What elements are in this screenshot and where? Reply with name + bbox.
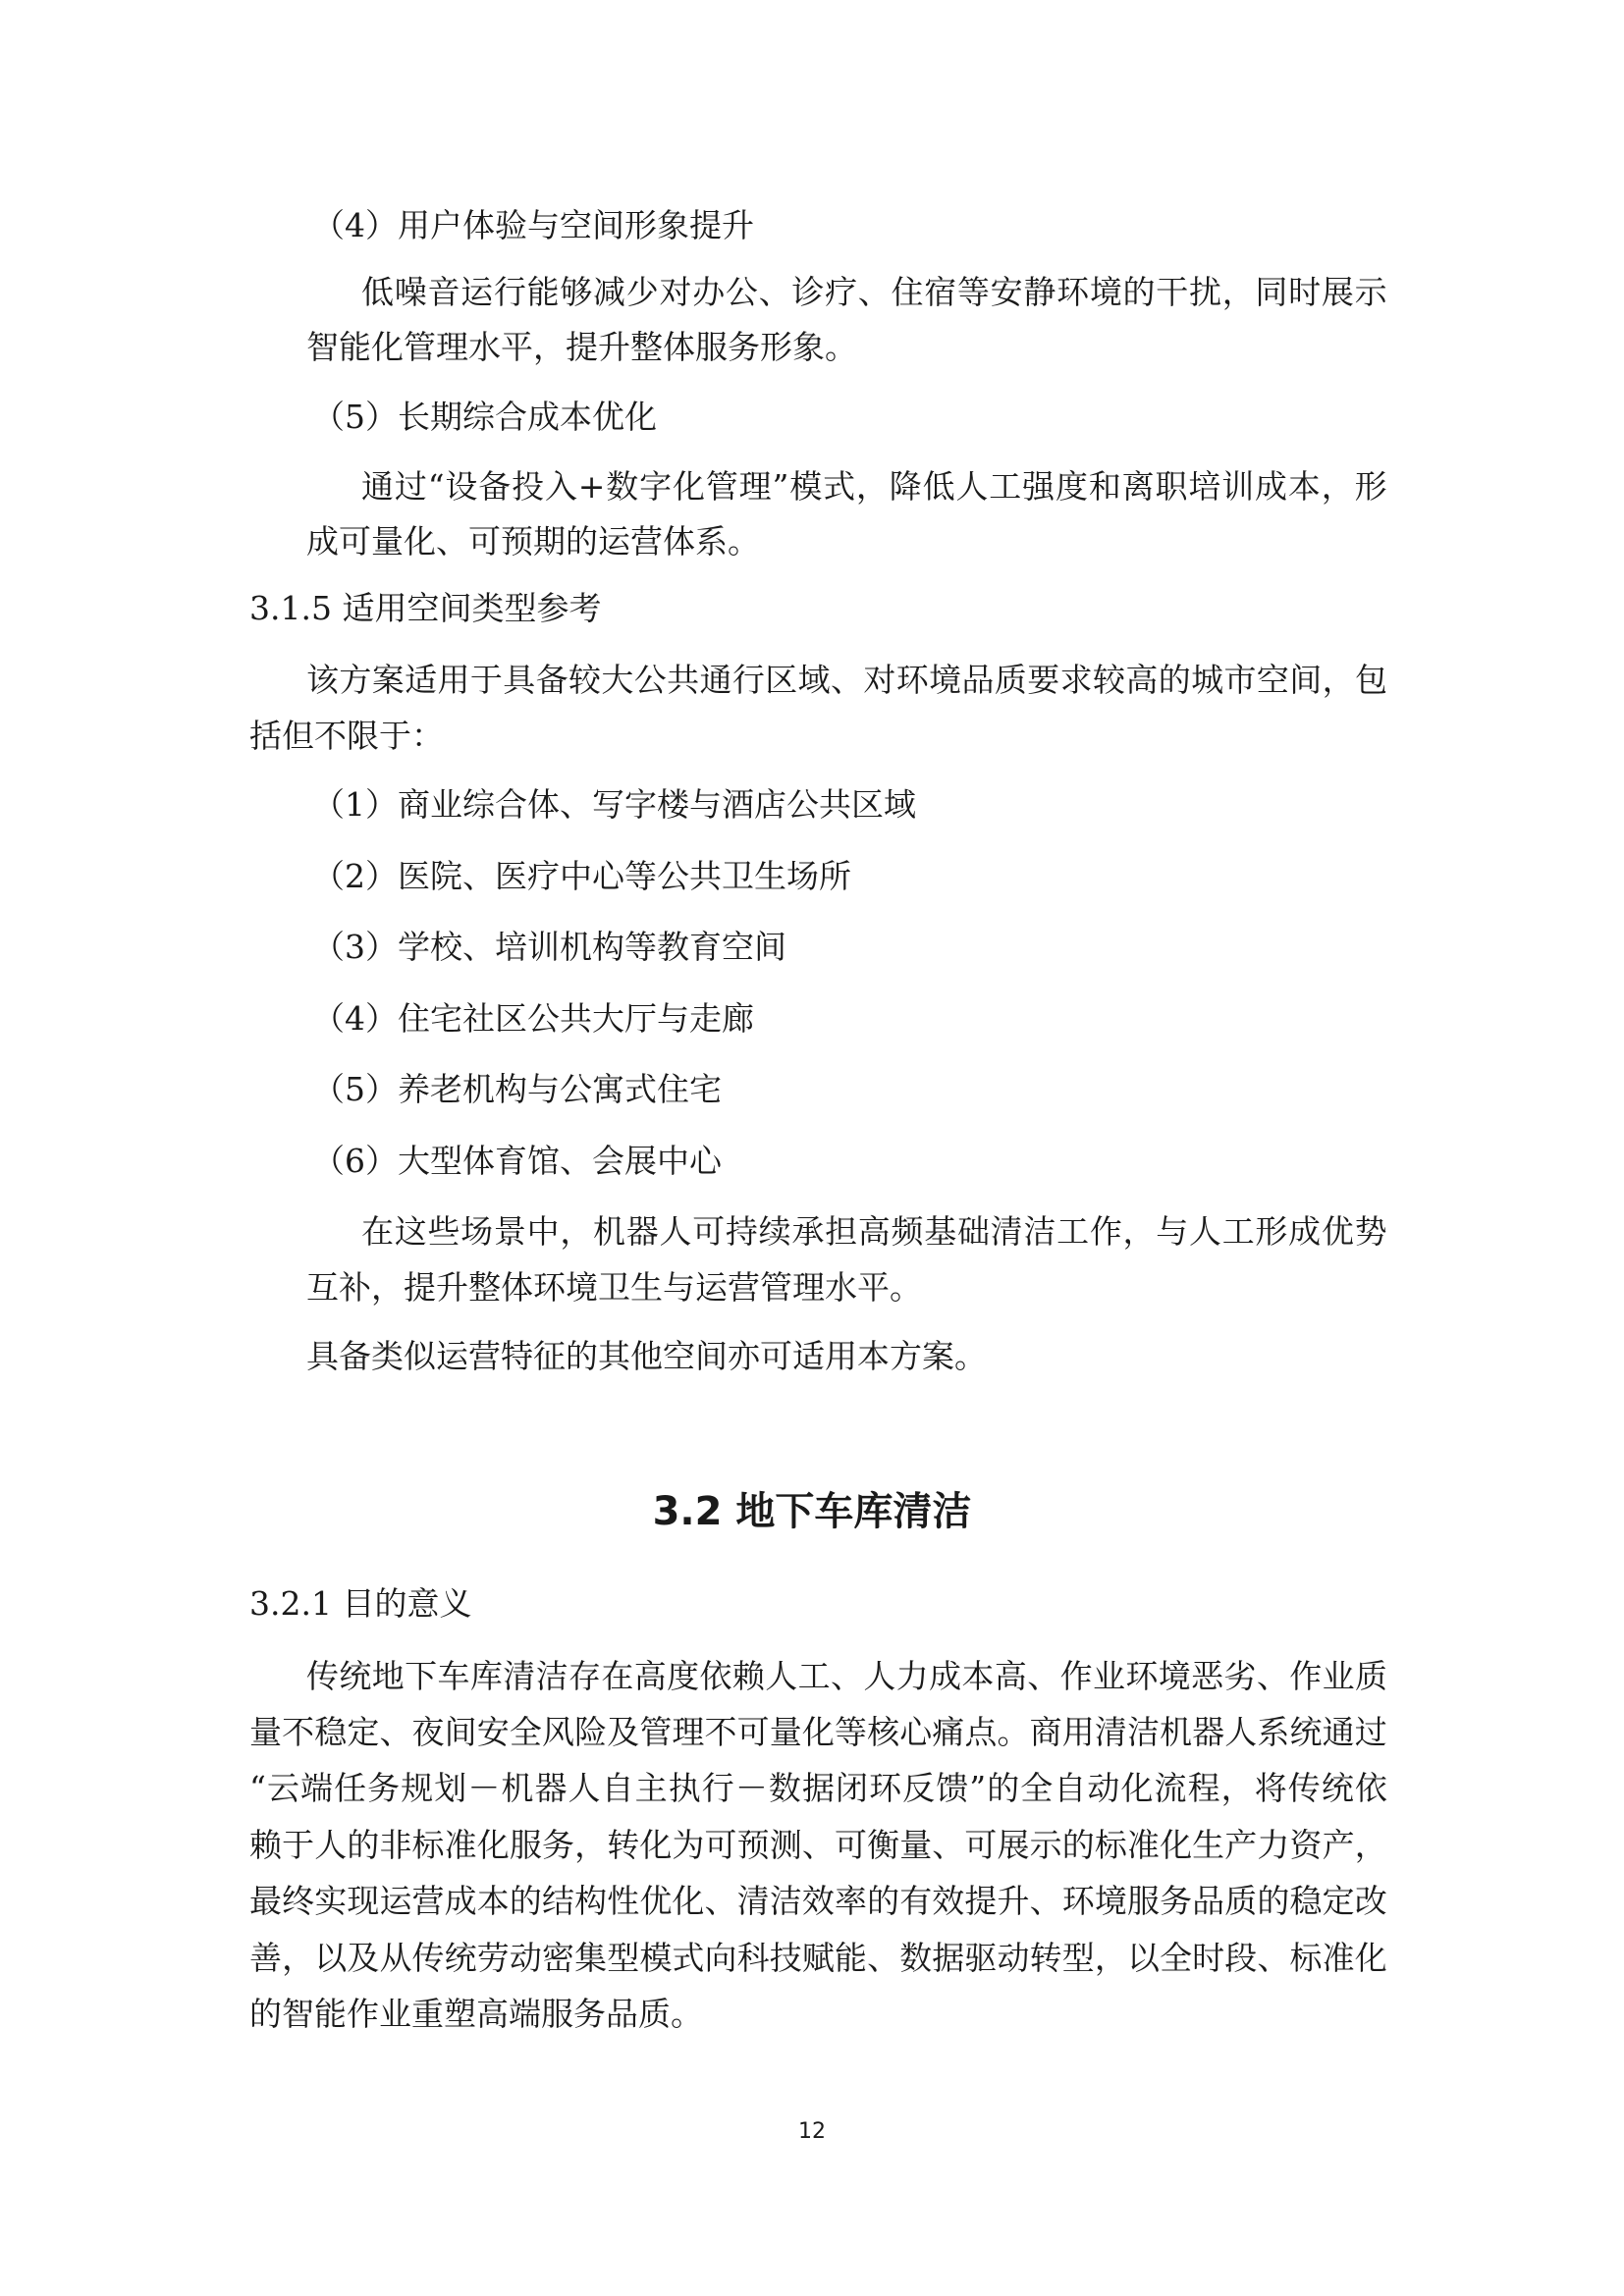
page-number: 12	[798, 2119, 826, 2144]
space-type-list-item: （1）商业综合体、写字楼与酒店公共区域	[312, 785, 916, 824]
space-type-list-item: （4）住宅社区公共大厅与走廊	[312, 999, 754, 1038]
section-3-1-5-summary-line-1: 在 这 些 场 景 中 ， 机 器 人 可 持 续 承 担 高 频 基 础 清 洁 工 作 ， 与 人 工 形 成 优 势	[361, 1212, 1387, 1251]
item-4-body-line-2: 智能化管理水平，提升整体服务形象。	[306, 328, 857, 366]
section-3-2-1-body-line: 赖 于 人 的 非 标 准 化 服 务 ， 转 化 为 可 预 测 、 可 衡 量 、 可 展 示 的 标 准 化 生 产 力 资 产 ，	[249, 1826, 1387, 1864]
item-4-body-line-1: 低 噪 音 运 行 能 够 减 少 对 办 公 、 诊 疗 、 住 宿 等 安 静 环 境 的 干 扰 ， 同 时 展 示	[361, 273, 1387, 311]
space-type-list-item: （5）养老机构与公寓式住宅	[312, 1070, 722, 1108]
section-3-2-1-body-line: 量 不 稳 定 、 夜 间 安 全 风 险 及 管 理 不 可 量 化 等 核 心 痛 点 。 商 用 清 洁 机 器 人 系 统 通 过	[249, 1713, 1387, 1751]
section-3-2-title: 3.2 地下车库清洁	[652, 1489, 972, 1534]
item-4-title: （4）用户体验与空间形象提升	[312, 206, 754, 244]
section-3-2-1-body-line: 传 统 地 下 车 库 清 洁 存 在 高 度 依 赖 人 工 、 人 力 成 本 高 、 作 业 环 境 恶 劣 、 作 业 质	[306, 1657, 1387, 1695]
section-3-1-5-intro-line-2: 括但不限于：	[249, 717, 444, 755]
section-3-1-5-heading: 3.1.5 适用空间类型参考	[249, 589, 602, 627]
item-5-body-line-1: 通 过 “ 设 备 投 入 + 数 字 化 管 理 ” 模 式 ， 降 低 人 工 强 度 和 离 职 培 训 成 本 ， 形	[361, 467, 1387, 506]
section-3-2-1-heading: 3.2.1 目的意义	[249, 1584, 472, 1623]
section-3-1-5-summary-line-2: 互补，提升整体环境卫生与运营管理水平。	[306, 1268, 922, 1307]
section-3-2-1-body-line: 最 终 实 现 运 营 成 本 的 结 构 性 优 化 、 清 洁 效 率 的 有 效 提 升 、 环 境 服 务 品 质 的 稳 定 改	[249, 1882, 1387, 1920]
item-5-title: （5）长期综合成本优化	[312, 398, 657, 436]
space-type-list-item: （2）医院、医疗中心等公共卫生场所	[312, 857, 851, 895]
section-3-2-1-body-line: “ 云 端 任 务 规 划 － 机 器 人 自 主 执 行 － 数 据 闭 环 反 馈 ” 的 全 自 动 化 流 程 ， 将 传 统 依	[249, 1769, 1387, 1807]
space-type-list-item: （3）学校、培训机构等教育空间	[312, 928, 786, 966]
section-3-1-5-intro-line-1: 该 方 案 适 用 于 具 备 较 大 公 共 通 行 区 域 、 对 环 境 品 质 要 求 较 高 的 城 市 空 间 ， 包	[306, 661, 1387, 699]
section-3-1-5-closing: 具备类似运营特征的其他空间亦可适用本方案。	[306, 1337, 987, 1375]
section-3-2-1-body-line: 善 ， 以 及 从 传 统 劳 动 密 集 型 模 式 向 科 技 赋 能 、 数 据 驱 动 转 型 ， 以 全 时 段 、 标 准 化	[249, 1939, 1387, 1977]
section-3-2-1-body-line: 的智能作业重塑高端服务品质。	[249, 1995, 703, 2033]
item-5-body-line-2: 成可量化、可预期的运营体系。	[306, 522, 760, 561]
space-type-list-item: （6）大型体育馆、会展中心	[312, 1142, 722, 1180]
